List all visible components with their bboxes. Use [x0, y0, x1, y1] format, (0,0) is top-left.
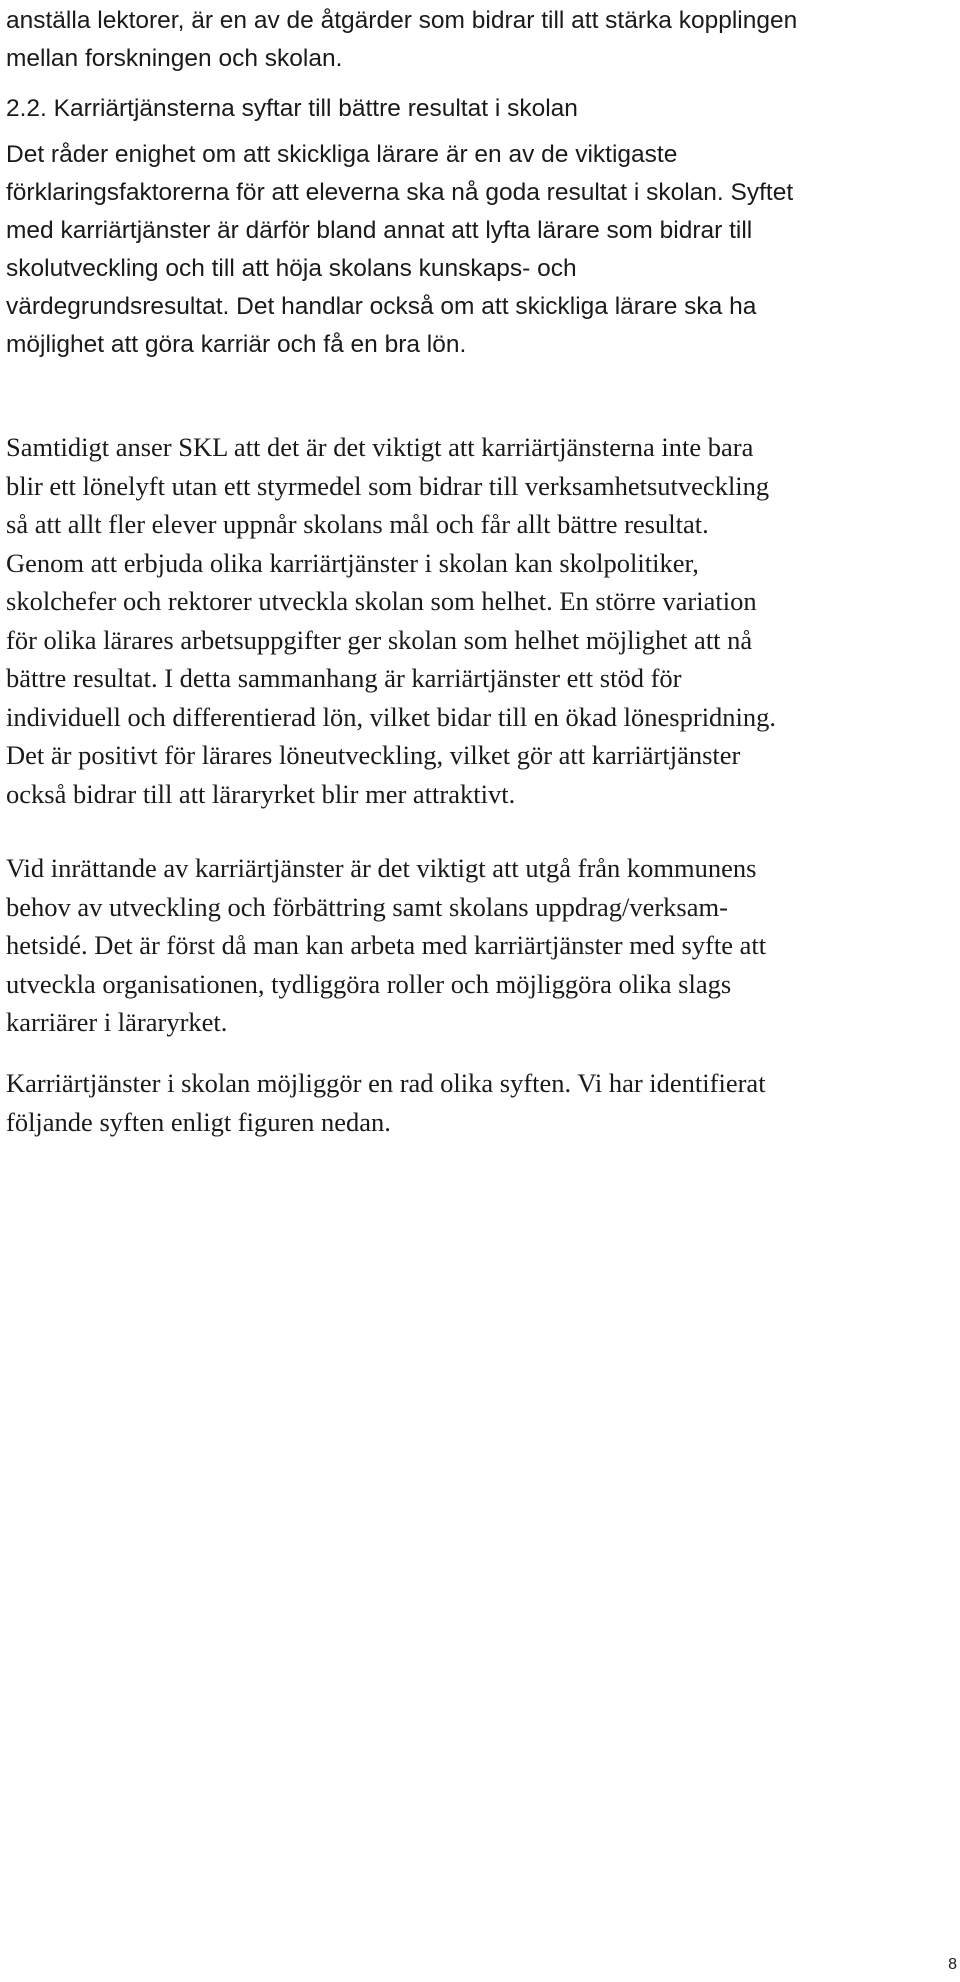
text-line: förklaringsfaktorerna för att eleverna ska nå goda resultat i skolan. Syftet	[6, 179, 794, 206]
text-line: Karriärtjänster i skolan möjliggör en rad olika syften. Vi har identifierat	[6, 1068, 766, 1098]
text-line: karriärer i läraryrket.	[6, 1007, 228, 1037]
section-heading	[6, 90, 936, 128]
text-line: blir ett lönelyft utan ett styrmedel som bidrar till verksamhetsutveckling	[6, 470, 770, 501]
text-line: skolutveckling och till att höja skolans kunskaps- och	[6, 255, 577, 282]
text-line: med karriärtjänster är därför bland annat att lyfta lärare som bidrar till	[6, 217, 753, 244]
text-line: följande syften enligt figuren nedan.	[6, 1106, 391, 1137]
text-line: skolchefer och rektorer utveckla skolan som helhet. En större variation	[6, 586, 757, 616]
text-line: Det är positivt för lärares löneutveckling, vilket gör att karriärtjänster	[6, 740, 741, 770]
paragraph-2	[6, 428, 936, 813]
text-line: för olika lärares arbetsuppgifter ger skolan som helhet möjlighet att nå	[6, 624, 753, 655]
text-line: mellan forskningen och skolan.	[6, 45, 343, 72]
text-line: Samtidigt anser SKL att det är det viktigt att karriärtjänsterna inte bara	[6, 432, 754, 462]
paragraph-1	[6, 136, 936, 364]
paragraph-4	[6, 1064, 936, 1141]
text-line: så att allt fler elever uppnår skolans mål och får allt bättre resultat.	[6, 509, 709, 539]
text-line: anställa lektorer, är en av de åtgärder som bidrar till att stärka kopplingen	[6, 7, 798, 34]
text-line: bättre resultat. I detta sammanhang är karriärtjänster ett stöd för	[6, 663, 682, 693]
text-line: Vid inrättande av karriärtjänster är det viktigt att utgå från kommunens	[6, 853, 757, 883]
intro-paragraph	[6, 2, 936, 78]
text-line: möjlighet att göra karriär och få en bra lön.	[6, 331, 467, 358]
paragraph-3	[6, 849, 936, 1042]
text-line: också bidrar till att läraryrket blir mer attraktivt.	[6, 778, 516, 809]
text-line: hetsidé. Det är först då man kan arbeta med karriärtjänster med syfte att	[6, 930, 767, 960]
text-line: Genom att erbjuda olika karriärtjänster i skolan kan skolpolitiker,	[6, 547, 699, 578]
text-line: Det råder enighet om att skickliga lärare är en av de viktigaste	[6, 141, 678, 168]
text-line: individuell och differentierad lön, vilket bidar till en ökad lönespridning.	[6, 701, 777, 732]
text-line: behov av utveckling och förbättring samt skolans uppdrag/verksam-	[6, 891, 728, 922]
text-line: värdegrundsresultat. Det handlar också om att skickliga lärare ska ha	[6, 293, 757, 320]
section-heading-text: 2.2. Karriärtjänsterna syftar till bättre resultat i skolan	[6, 95, 578, 122]
page-number: 8	[948, 1956, 957, 1973]
text-line: utveckla organisationen, tydliggöra roller och möjliggöra olika slags	[6, 968, 732, 999]
